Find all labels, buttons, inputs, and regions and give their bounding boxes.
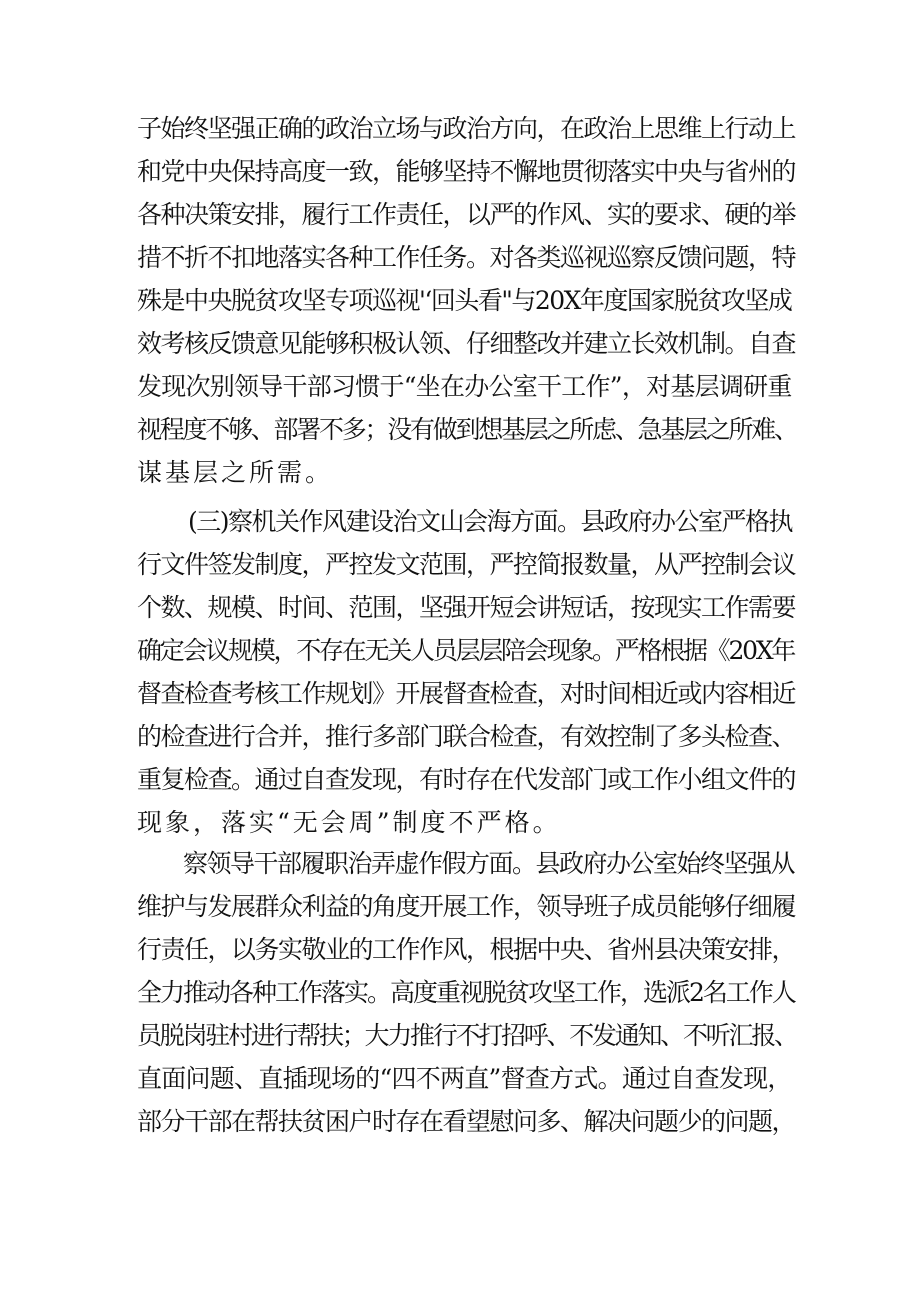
paragraph-2-line-1: (三)察机关作风建设治文山会海方面。县政府办公室严格执 — [188, 507, 793, 536]
paragraph-2-line-3: 个数、规模、时间、范围，坚强开短会讲短话，按现实工作需要 — [137, 593, 796, 622]
paragraph-2-line-4: 确定会议规模，不存在无关人员层层陪会现象。严格根据《20X年 — [137, 636, 795, 665]
paragraph-2-line-5: 督查检查考核工作规划》开展督查检查，对时间相近或内容相近 — [137, 679, 796, 708]
paragraph-1-line-2: 和党中央保持高度一致，能够坚持不懈地贯彻落实中央与省州的 — [137, 157, 796, 186]
paragraph-1-line-3: 各种决策安排，履行工作责任，以严的作风、实的要求、硬的举 — [137, 200, 796, 229]
paragraph-2-line-2: 行文件签发制度，严控发文范围，严控简报数量，从严控制会议 — [137, 550, 796, 579]
paragraph-3-line-4: 全力推动各种工作落实。高度重视脱贫攻坚工作，选派2名工作人 — [137, 978, 795, 1007]
paragraph-2-line-6: 的检查进行合并，推行多部门联合检查，有效控制了多头检查、 — [137, 722, 796, 751]
paragraph-1-line-7: 发现次别领导干部习惯于“坐在办公室干工作”，对基层调研重 — [137, 372, 792, 401]
paragraph-1-line-1: 子始终坚强正确的政治立场与政治方向，在政治上思维上行动上 — [137, 114, 796, 143]
paragraph-2-line-8: 现象，落实“无会周”制度不严格。 — [137, 808, 561, 837]
paragraph-3-line-2: 维护与发展群众利益的角度开展工作，领导班子成员能够仔细履 — [137, 892, 796, 921]
paragraph-3-line-3: 行责任，以务实敬业的工作作风，根据中央、省州县决策安排， — [137, 935, 796, 964]
paragraph-3-line-6: 直面问题、直插现场的“四不两直”督查方式。通过自查发现， — [137, 1064, 792, 1093]
paragraph-3-line-1: 察领导干部履职治弄虚作假方面。县政府办公室始终坚强从 — [183, 849, 795, 878]
paragraph-1-line-6: 效考核反馈意见能够积极认领、仔细整改并建立长效机制。自查 — [137, 329, 796, 358]
paragraph-1-line-9: 谋基层之所需。 — [137, 458, 334, 487]
paragraph-1-line-4: 措不折不扣地落实各种工作任务。对各类巡视巡察反馈问题，特 — [137, 243, 796, 272]
paragraph-1-line-5: 殊是中央脱贫攻坚专项巡视'‘回头看"与20X年度国家脱贫攻坚成 — [137, 286, 792, 315]
paragraph-3-line-7: 部分干部在帮扶贫困户时存在看望慰问多、解决问题少的问题， — [137, 1107, 796, 1136]
paragraph-2-line-7: 重复检查。通过自查发现，有时存在代发部门或工作小组文件的 — [137, 765, 796, 794]
paragraph-1-line-8: 视程度不够、部署不多；没有做到想基层之所虑、急基层之所难、 — [137, 415, 797, 444]
paragraph-3-line-5: 员脱岗驻村进行帮扶；大力推行不打招呼、不发通知、不听汇报、 — [137, 1021, 797, 1050]
